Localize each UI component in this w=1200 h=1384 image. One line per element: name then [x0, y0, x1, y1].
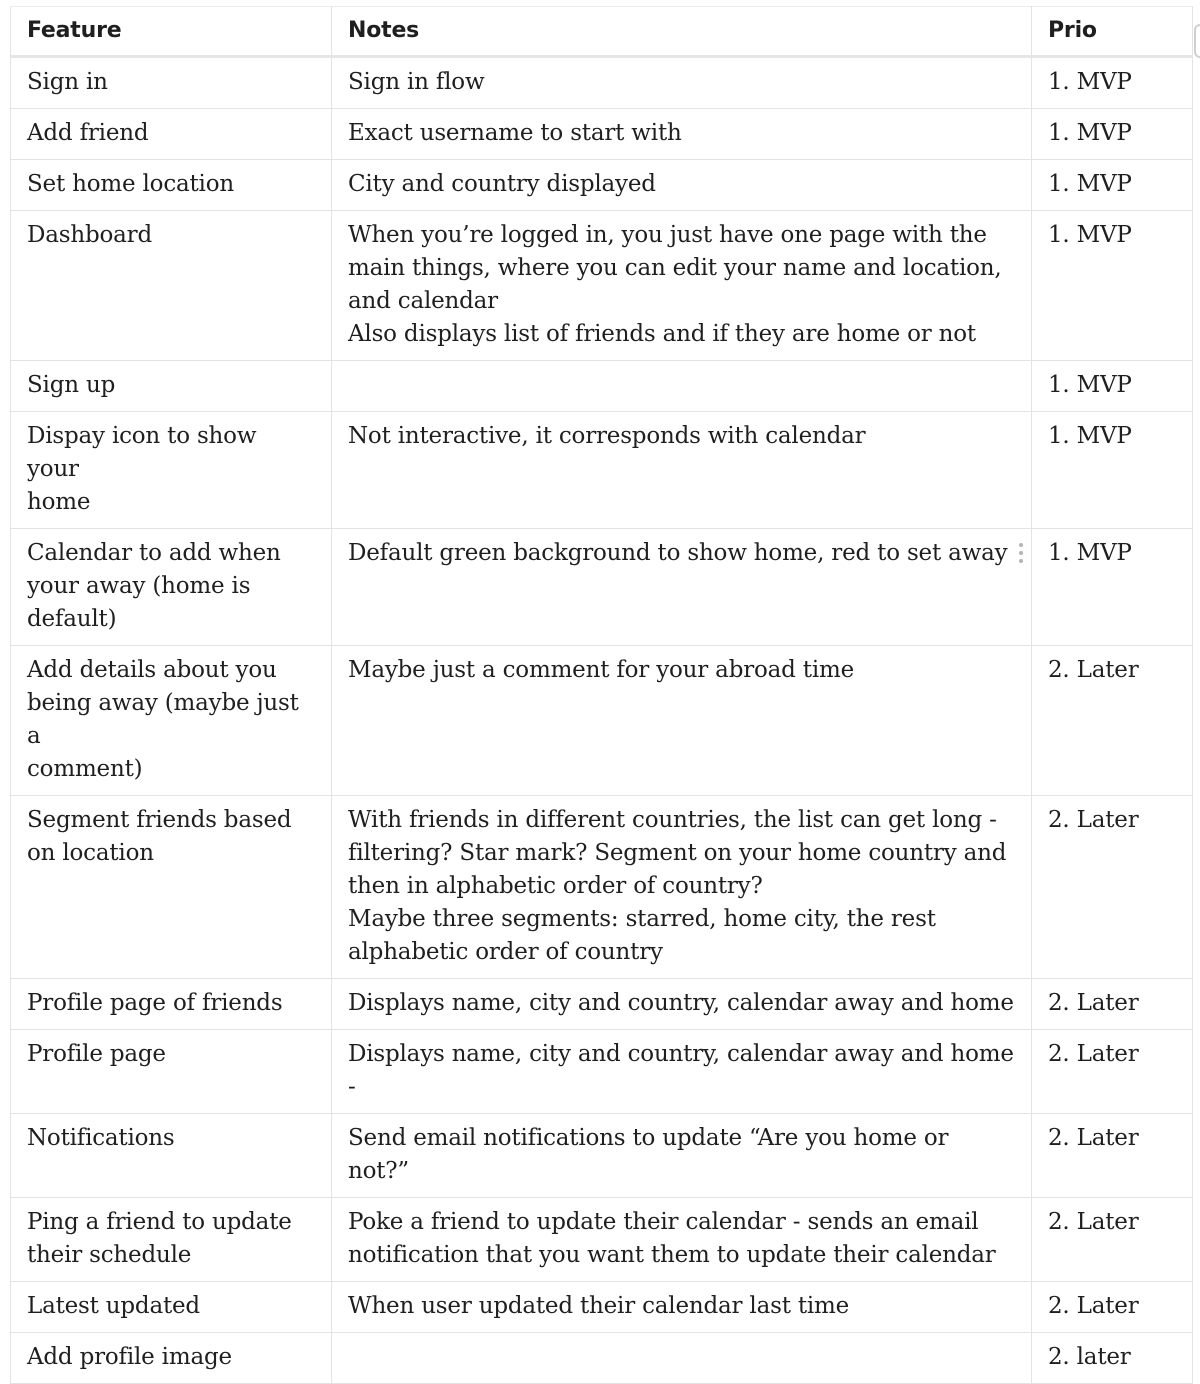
- table-row: [11, 796, 1193, 979]
- prio-text: 2. Later: [1048, 990, 1139, 1016]
- prio-cell[interactable]: [1032, 1198, 1193, 1282]
- notes-text: alphabetic order of country: [348, 939, 663, 965]
- feature-text: Sign in: [27, 69, 108, 95]
- notes-cell[interactable]: [332, 361, 1032, 412]
- empty-notes: [348, 1341, 1015, 1374]
- notes-text: Displays name, city and country, calendar away and home: [348, 990, 1014, 1016]
- prio-text: 1. MVP: [1048, 171, 1132, 197]
- notes-text: notification that you want them to update their calendar: [348, 1242, 996, 1268]
- table-row: [11, 1114, 1193, 1198]
- feature-cell[interactable]: [11, 979, 332, 1030]
- notes-cell[interactable]: [332, 1198, 1032, 1282]
- prio-cell[interactable]: [1032, 211, 1193, 361]
- feature-cell[interactable]: [11, 1114, 332, 1198]
- notes-text: Not interactive, it corresponds with calendar: [348, 423, 866, 449]
- feature-text: Dispay icon to show your: [27, 423, 257, 482]
- table-row: [11, 1333, 1193, 1384]
- header-prio[interactable]: Prio: [1032, 7, 1193, 57]
- table-body: [11, 57, 1193, 1384]
- table-row: [11, 160, 1193, 211]
- prio-cell[interactable]: [1032, 1282, 1193, 1333]
- feature-table: [10, 6, 1193, 1384]
- notes-cell[interactable]: [332, 57, 1032, 109]
- feature-cell[interactable]: [11, 109, 332, 160]
- notes-cell[interactable]: [332, 1282, 1032, 1333]
- feature-text: their schedule: [27, 1242, 192, 1268]
- notes-cell[interactable]: [332, 529, 1032, 646]
- feature-text: home: [27, 489, 91, 515]
- header-notes[interactable]: Notes: [332, 7, 1032, 57]
- notes-cell[interactable]: [332, 979, 1032, 1030]
- prio-text: 2. Later: [1048, 1041, 1139, 1067]
- notes-text: With friends in different countries, the list can get long -: [348, 807, 997, 833]
- feature-text: Segment friends based: [27, 807, 292, 833]
- feature-text: Latest updated: [27, 1293, 200, 1319]
- prio-text: 1. MVP: [1048, 423, 1132, 449]
- notes-text: filtering? Star mark? Segment on your home country and: [348, 840, 1007, 866]
- feature-text: Set home location: [27, 171, 234, 197]
- prio-text: 1. MVP: [1048, 120, 1132, 146]
- table-row: [11, 361, 1193, 412]
- notes-text: Maybe three segments: starred, home city, the rest: [348, 906, 936, 932]
- kebab-dot: [1019, 551, 1023, 555]
- prio-text: 1. MVP: [1048, 540, 1132, 566]
- notes-cell[interactable]: [332, 211, 1032, 361]
- feature-cell[interactable]: [11, 1198, 332, 1282]
- feature-cell[interactable]: [11, 1333, 332, 1384]
- table-row: [11, 646, 1193, 796]
- notes-cell[interactable]: [332, 796, 1032, 979]
- prio-text: 1. MVP: [1048, 372, 1132, 398]
- prio-text: 2. Later: [1048, 807, 1139, 833]
- feature-text: on location: [27, 840, 154, 866]
- prio-cell[interactable]: [1032, 796, 1193, 979]
- kebab-dot: [1019, 559, 1023, 563]
- prio-cell[interactable]: [1032, 529, 1193, 646]
- feature-cell[interactable]: [11, 412, 332, 529]
- prio-text: 2. Later: [1048, 1293, 1139, 1319]
- prio-cell[interactable]: [1032, 109, 1193, 160]
- feature-cell[interactable]: [11, 160, 332, 211]
- notes-cell[interactable]: [332, 1030, 1032, 1114]
- notes-text: When user updated their calendar last time: [348, 1293, 850, 1319]
- notes-text: Exact username to start with: [348, 120, 682, 146]
- table-header-row: [11, 7, 1193, 57]
- notes-text: City and country displayed: [348, 171, 656, 197]
- feature-text: Profile page: [27, 1041, 166, 1067]
- notes-cell[interactable]: [332, 160, 1032, 211]
- table-row: [11, 412, 1193, 529]
- notes-text: Sign in flow: [348, 69, 485, 95]
- notes-text: Also displays list of friends and if they are home or not: [348, 321, 976, 347]
- feature-text: Notifications: [27, 1125, 175, 1151]
- header-feature[interactable]: Feature: [11, 7, 332, 57]
- feature-cell[interactable]: [11, 1282, 332, 1333]
- table-row: [11, 211, 1193, 361]
- notes-text: main things, where you can edit your name and location,: [348, 255, 1002, 281]
- notes-text: and calendar: [348, 288, 498, 314]
- feature-text: Add profile image: [27, 1344, 232, 1370]
- prio-cell[interactable]: [1032, 1030, 1193, 1114]
- table-row: [11, 109, 1193, 160]
- table-row: [11, 57, 1193, 109]
- prio-cell[interactable]: [1032, 979, 1193, 1030]
- feature-cell[interactable]: [11, 1030, 332, 1114]
- feature-cell[interactable]: [11, 361, 332, 412]
- kebab-dot: [1019, 543, 1023, 547]
- feature-cell[interactable]: [11, 211, 332, 361]
- prio-text: 1. MVP: [1048, 69, 1132, 95]
- prio-cell[interactable]: [1032, 1114, 1193, 1198]
- table-row: [11, 1030, 1193, 1114]
- notes-text: Displays name, city and country, calendar away and home -: [348, 1041, 1014, 1100]
- kebab-menu-icon[interactable]: [1019, 543, 1023, 563]
- feature-text: Add friend: [27, 120, 149, 146]
- feature-text: Calendar to add when: [27, 540, 281, 566]
- prio-cell[interactable]: [1032, 412, 1193, 529]
- table-row: [11, 1198, 1193, 1282]
- feature-cell[interactable]: [11, 529, 332, 646]
- notes-cell[interactable]: [332, 646, 1032, 796]
- feature-text: Sign up: [27, 372, 116, 398]
- notes-text: When you’re logged in, you just have one page with the: [348, 222, 987, 248]
- table-row: [11, 1282, 1193, 1333]
- notes-text: Poke a friend to update their calendar - sends an email: [348, 1209, 979, 1235]
- feature-text: your away (home is: [27, 573, 251, 599]
- prio-text: 2. later: [1048, 1344, 1131, 1370]
- prio-text: 1. MVP: [1048, 222, 1132, 248]
- notes-text: Send email notifications to update “Are you home or not?”: [348, 1125, 949, 1184]
- prio-cell[interactable]: [1032, 160, 1193, 211]
- notes-text: Maybe just a comment for your abroad time: [348, 657, 855, 683]
- prio-text: 2. Later: [1048, 1209, 1139, 1235]
- feature-cell[interactable]: [11, 796, 332, 979]
- feature-cell[interactable]: [11, 646, 332, 796]
- prio-cell[interactable]: [1032, 57, 1193, 109]
- table-row: [11, 529, 1193, 646]
- feature-text: comment): [27, 756, 143, 782]
- feature-cell[interactable]: [11, 57, 332, 109]
- notes-text: then in alphabetic order of country?: [348, 873, 763, 899]
- table-row: [11, 979, 1193, 1030]
- notes-cell[interactable]: [332, 109, 1032, 160]
- prio-cell[interactable]: [1032, 361, 1193, 412]
- notes-cell[interactable]: [332, 412, 1032, 529]
- feature-table-container: [10, 6, 1200, 1384]
- feature-text: default): [27, 606, 117, 632]
- column-resize-handle[interactable]: [1194, 24, 1200, 58]
- notes-text: Default green background to show home, red to set away: [348, 540, 1008, 566]
- feature-text: being away (maybe just a: [27, 690, 299, 749]
- feature-text: Dashboard: [27, 222, 152, 248]
- feature-text: Profile page of friends: [27, 990, 283, 1016]
- feature-text: Add details about you: [27, 657, 277, 683]
- notes-cell[interactable]: [332, 1114, 1032, 1198]
- feature-text: Ping a friend to update: [27, 1209, 292, 1235]
- prio-text: 2. Later: [1048, 657, 1139, 683]
- prio-cell[interactable]: [1032, 1333, 1193, 1384]
- empty-notes: [348, 369, 1015, 402]
- prio-cell[interactable]: [1032, 646, 1193, 796]
- notes-cell[interactable]: [332, 1333, 1032, 1384]
- prio-text: 2. Later: [1048, 1125, 1139, 1151]
